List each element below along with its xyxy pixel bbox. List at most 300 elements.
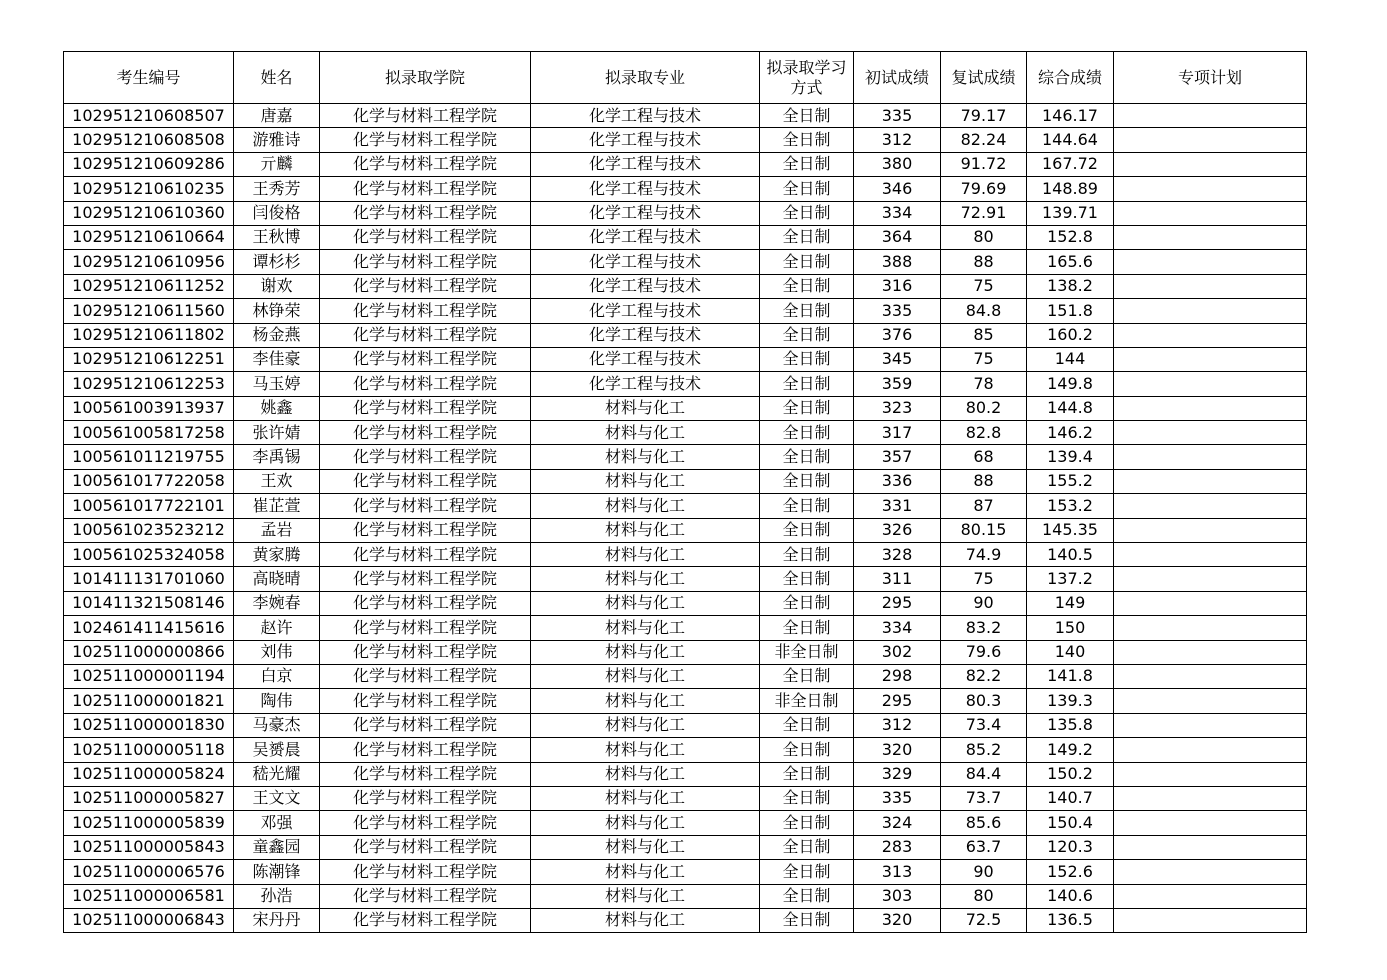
candidate-id-cell: 102511000001830 — [64, 713, 234, 737]
name-cell: 马玉婷 — [234, 372, 320, 396]
header-row — [64, 52, 1307, 104]
college-cell: 化学与材料工程学院 — [320, 396, 531, 420]
name-cell: 游雅诗 — [234, 128, 320, 152]
total-score-cell: 152.8 — [1027, 225, 1114, 249]
college-cell: 化学与材料工程学院 — [320, 128, 531, 152]
college-cell: 化学与材料工程学院 — [320, 323, 531, 347]
retest-score-cell: 84.4 — [941, 762, 1027, 786]
special-plan-cell — [1114, 664, 1307, 688]
study-mode-cell: 全日制 — [760, 396, 854, 420]
initial-score-cell: 331 — [854, 494, 941, 518]
name-cell: 李禹锡 — [234, 445, 320, 469]
total-score-cell: 150 — [1027, 616, 1114, 640]
study-mode-cell: 全日制 — [760, 128, 854, 152]
college-cell: 化学与材料工程学院 — [320, 250, 531, 274]
total-score-cell: 144.64 — [1027, 128, 1114, 152]
table-row — [64, 908, 1307, 932]
initial-score-cell: 376 — [854, 323, 941, 347]
name-cell: 崔芷萱 — [234, 494, 320, 518]
total-score-cell: 136.5 — [1027, 908, 1114, 932]
name-cell: 刘伟 — [234, 640, 320, 664]
candidate-id-cell: 102951210608508 — [64, 128, 234, 152]
retest-score-cell: 88 — [941, 250, 1027, 274]
table-row — [64, 128, 1307, 152]
retest-score-cell: 79.69 — [941, 177, 1027, 201]
major-cell: 化学工程与技术 — [531, 152, 760, 176]
name-cell: 姚鑫 — [234, 396, 320, 420]
name-cell: 邓强 — [234, 811, 320, 835]
header-college: 拟录取学院 — [320, 52, 531, 104]
total-score-cell: 135.8 — [1027, 713, 1114, 737]
initial-score-cell: 326 — [854, 518, 941, 542]
retest-score-cell: 80.3 — [941, 689, 1027, 713]
retest-score-cell: 84.8 — [941, 299, 1027, 323]
special-plan-cell — [1114, 299, 1307, 323]
special-plan-cell — [1114, 543, 1307, 567]
candidate-id-cell: 102511000005118 — [64, 738, 234, 762]
special-plan-cell — [1114, 372, 1307, 396]
study-mode-cell: 全日制 — [760, 786, 854, 810]
table-row — [64, 372, 1307, 396]
initial-score-cell: 295 — [854, 689, 941, 713]
special-plan-cell — [1114, 494, 1307, 518]
initial-score-cell: 380 — [854, 152, 941, 176]
initial-score-cell: 334 — [854, 616, 941, 640]
study-mode-cell: 全日制 — [760, 347, 854, 371]
special-plan-cell — [1114, 713, 1307, 737]
candidate-id-cell: 102511000005839 — [64, 811, 234, 835]
major-cell: 材料与化工 — [531, 762, 760, 786]
candidate-id-cell: 100561005817258 — [64, 421, 234, 445]
retest-score-cell: 80.2 — [941, 396, 1027, 420]
major-cell: 化学工程与技术 — [531, 250, 760, 274]
table-row — [64, 738, 1307, 762]
initial-score-cell: 324 — [854, 811, 941, 835]
college-cell: 化学与材料工程学院 — [320, 225, 531, 249]
table-row — [64, 616, 1307, 640]
candidate-id-cell: 100561017722101 — [64, 494, 234, 518]
candidate-id-cell: 102951210611802 — [64, 323, 234, 347]
major-cell: 化学工程与技术 — [531, 347, 760, 371]
name-cell: 唐嘉 — [234, 104, 320, 128]
college-cell: 化学与材料工程学院 — [320, 616, 531, 640]
retest-score-cell: 87 — [941, 494, 1027, 518]
college-cell: 化学与材料工程学院 — [320, 664, 531, 688]
table-row — [64, 104, 1307, 128]
header-major: 拟录取专业 — [531, 52, 760, 104]
major-cell: 化学工程与技术 — [531, 372, 760, 396]
retest-score-cell: 82.24 — [941, 128, 1027, 152]
table-row — [64, 811, 1307, 835]
college-cell: 化学与材料工程学院 — [320, 152, 531, 176]
candidate-id-cell: 102511000005843 — [64, 835, 234, 859]
special-plan-cell — [1114, 225, 1307, 249]
candidate-id-cell: 102951210610360 — [64, 201, 234, 225]
candidate-id-cell: 102951210608507 — [64, 104, 234, 128]
special-plan-cell — [1114, 396, 1307, 420]
major-cell: 材料与化工 — [531, 713, 760, 737]
candidate-id-cell: 102951210611560 — [64, 299, 234, 323]
candidate-id-cell: 102511000005827 — [64, 786, 234, 810]
major-cell: 材料与化工 — [531, 811, 760, 835]
header-total-score: 综合成绩 — [1027, 52, 1114, 104]
special-plan-cell — [1114, 689, 1307, 713]
major-cell: 材料与化工 — [531, 445, 760, 469]
table-row — [64, 347, 1307, 371]
total-score-cell: 151.8 — [1027, 299, 1114, 323]
college-cell: 化学与材料工程学院 — [320, 543, 531, 567]
total-score-cell: 144.8 — [1027, 396, 1114, 420]
study-mode-cell: 全日制 — [760, 811, 854, 835]
special-plan-cell — [1114, 201, 1307, 225]
major-cell: 材料与化工 — [531, 396, 760, 420]
initial-score-cell: 295 — [854, 591, 941, 615]
study-mode-cell: 全日制 — [760, 835, 854, 859]
college-cell: 化学与材料工程学院 — [320, 104, 531, 128]
initial-score-cell: 329 — [854, 762, 941, 786]
name-cell: 陶伟 — [234, 689, 320, 713]
name-cell: 王欢 — [234, 469, 320, 493]
retest-score-cell: 74.9 — [941, 543, 1027, 567]
study-mode-cell: 全日制 — [760, 372, 854, 396]
retest-score-cell: 90 — [941, 591, 1027, 615]
major-cell: 材料与化工 — [531, 616, 760, 640]
retest-score-cell: 82.2 — [941, 664, 1027, 688]
retest-score-cell: 80.15 — [941, 518, 1027, 542]
initial-score-cell: 357 — [854, 445, 941, 469]
study-mode-cell: 全日制 — [760, 274, 854, 298]
table-row — [64, 640, 1307, 664]
special-plan-cell — [1114, 860, 1307, 884]
initial-score-cell: 323 — [854, 396, 941, 420]
initial-score-cell: 335 — [854, 104, 941, 128]
college-cell: 化学与材料工程学院 — [320, 201, 531, 225]
initial-score-cell: 345 — [854, 347, 941, 371]
table-row — [64, 762, 1307, 786]
initial-score-cell: 335 — [854, 786, 941, 810]
study-mode-cell: 全日制 — [760, 445, 854, 469]
study-mode-cell: 全日制 — [760, 616, 854, 640]
candidate-id-cell: 102951210610956 — [64, 250, 234, 274]
header-special-plan: 专项计划 — [1114, 52, 1307, 104]
name-cell: 王秋博 — [234, 225, 320, 249]
total-score-cell: 148.89 — [1027, 177, 1114, 201]
candidate-id-cell: 100561023523212 — [64, 518, 234, 542]
college-cell: 化学与材料工程学院 — [320, 518, 531, 542]
special-plan-cell — [1114, 347, 1307, 371]
total-score-cell: 139.71 — [1027, 201, 1114, 225]
study-mode-cell: 全日制 — [760, 518, 854, 542]
total-score-cell: 150.4 — [1027, 811, 1114, 835]
header-study-mode: 拟录取学习方式 — [760, 52, 854, 104]
college-cell: 化学与材料工程学院 — [320, 811, 531, 835]
name-cell: 高晓晴 — [234, 567, 320, 591]
college-cell: 化学与材料工程学院 — [320, 299, 531, 323]
college-cell: 化学与材料工程学院 — [320, 860, 531, 884]
table-body — [64, 104, 1307, 933]
name-cell: 嵇光耀 — [234, 762, 320, 786]
table-row — [64, 860, 1307, 884]
special-plan-cell — [1114, 177, 1307, 201]
special-plan-cell — [1114, 835, 1307, 859]
retest-score-cell: 73.4 — [941, 713, 1027, 737]
total-score-cell: 146.17 — [1027, 104, 1114, 128]
candidate-id-cell: 102951210612251 — [64, 347, 234, 371]
candidate-id-cell: 102951210611252 — [64, 274, 234, 298]
initial-score-cell: 316 — [854, 274, 941, 298]
header-initial-score: 初试成绩 — [854, 52, 941, 104]
table-row — [64, 567, 1307, 591]
table-row — [64, 323, 1307, 347]
table-row — [64, 469, 1307, 493]
college-cell: 化学与材料工程学院 — [320, 908, 531, 932]
special-plan-cell — [1114, 786, 1307, 810]
table-row — [64, 250, 1307, 274]
table-row — [64, 518, 1307, 542]
candidate-id-cell: 100561003913937 — [64, 396, 234, 420]
candidate-id-cell: 100561025324058 — [64, 543, 234, 567]
total-score-cell: 140.5 — [1027, 543, 1114, 567]
college-cell: 化学与材料工程学院 — [320, 177, 531, 201]
special-plan-cell — [1114, 762, 1307, 786]
retest-score-cell: 75 — [941, 567, 1027, 591]
total-score-cell: 140 — [1027, 640, 1114, 664]
total-score-cell: 149 — [1027, 591, 1114, 615]
college-cell: 化学与材料工程学院 — [320, 762, 531, 786]
study-mode-cell: 全日制 — [760, 567, 854, 591]
special-plan-cell — [1114, 104, 1307, 128]
study-mode-cell: 全日制 — [760, 713, 854, 737]
name-cell: 孟岩 — [234, 518, 320, 542]
retest-score-cell: 72.91 — [941, 201, 1027, 225]
total-score-cell: 150.2 — [1027, 762, 1114, 786]
initial-score-cell: 364 — [854, 225, 941, 249]
name-cell: 谭杉杉 — [234, 250, 320, 274]
candidate-id-cell: 102511000006581 — [64, 884, 234, 908]
college-cell: 化学与材料工程学院 — [320, 445, 531, 469]
total-score-cell: 139.3 — [1027, 689, 1114, 713]
table-row — [64, 396, 1307, 420]
college-cell: 化学与材料工程学院 — [320, 274, 531, 298]
special-plan-cell — [1114, 616, 1307, 640]
table-row — [64, 177, 1307, 201]
header-candidate-id: 考生编号 — [64, 52, 234, 104]
special-plan-cell — [1114, 908, 1307, 932]
retest-score-cell: 85.6 — [941, 811, 1027, 835]
study-mode-cell: 全日制 — [760, 738, 854, 762]
college-cell: 化学与材料工程学院 — [320, 713, 531, 737]
initial-score-cell: 346 — [854, 177, 941, 201]
retest-score-cell: 80 — [941, 225, 1027, 249]
name-cell: 王文文 — [234, 786, 320, 810]
candidate-id-cell: 102951210610664 — [64, 225, 234, 249]
major-cell: 化学工程与技术 — [531, 323, 760, 347]
name-cell: 亓麟 — [234, 152, 320, 176]
retest-score-cell: 63.7 — [941, 835, 1027, 859]
initial-score-cell: 359 — [854, 372, 941, 396]
name-cell: 黄家腾 — [234, 543, 320, 567]
college-cell: 化学与材料工程学院 — [320, 469, 531, 493]
initial-score-cell: 302 — [854, 640, 941, 664]
candidate-id-cell: 102511000006843 — [64, 908, 234, 932]
name-cell: 李婉春 — [234, 591, 320, 615]
table-row — [64, 689, 1307, 713]
special-plan-cell — [1114, 152, 1307, 176]
candidate-id-cell: 102511000001194 — [64, 664, 234, 688]
college-cell: 化学与材料工程学院 — [320, 738, 531, 762]
study-mode-cell: 全日制 — [760, 762, 854, 786]
header-retest-score: 复试成绩 — [941, 52, 1027, 104]
study-mode-cell: 全日制 — [760, 177, 854, 201]
initial-score-cell: 311 — [854, 567, 941, 591]
name-cell: 孙浩 — [234, 884, 320, 908]
special-plan-cell — [1114, 421, 1307, 445]
special-plan-cell — [1114, 250, 1307, 274]
name-cell: 童鑫园 — [234, 835, 320, 859]
table-row — [64, 543, 1307, 567]
total-score-cell: 144 — [1027, 347, 1114, 371]
total-score-cell: 153.2 — [1027, 494, 1114, 518]
study-mode-cell: 全日制 — [760, 884, 854, 908]
major-cell: 材料与化工 — [531, 835, 760, 859]
initial-score-cell: 303 — [854, 884, 941, 908]
total-score-cell: 141.8 — [1027, 664, 1114, 688]
initial-score-cell: 283 — [854, 835, 941, 859]
candidate-id-cell: 101411321508146 — [64, 591, 234, 615]
total-score-cell: 140.6 — [1027, 884, 1114, 908]
major-cell: 材料与化工 — [531, 567, 760, 591]
retest-score-cell: 72.5 — [941, 908, 1027, 932]
major-cell: 材料与化工 — [531, 738, 760, 762]
name-cell: 赵许 — [234, 616, 320, 640]
candidate-id-cell: 100561017722058 — [64, 469, 234, 493]
study-mode-cell: 全日制 — [760, 664, 854, 688]
total-score-cell: 149.8 — [1027, 372, 1114, 396]
college-cell: 化学与材料工程学院 — [320, 372, 531, 396]
candidate-id-cell: 100561011219755 — [64, 445, 234, 469]
retest-score-cell: 75 — [941, 347, 1027, 371]
total-score-cell: 137.2 — [1027, 567, 1114, 591]
table-row — [64, 445, 1307, 469]
total-score-cell: 140.7 — [1027, 786, 1114, 810]
table-row — [64, 225, 1307, 249]
candidate-id-cell: 102511000000866 — [64, 640, 234, 664]
candidate-id-cell: 102511000006576 — [64, 860, 234, 884]
retest-score-cell: 91.72 — [941, 152, 1027, 176]
total-score-cell: 146.2 — [1027, 421, 1114, 445]
major-cell: 化学工程与技术 — [531, 274, 760, 298]
table-row — [64, 201, 1307, 225]
initial-score-cell: 320 — [854, 738, 941, 762]
college-cell: 化学与材料工程学院 — [320, 835, 531, 859]
retest-score-cell: 73.7 — [941, 786, 1027, 810]
initial-score-cell: 317 — [854, 421, 941, 445]
college-cell: 化学与材料工程学院 — [320, 786, 531, 810]
name-cell: 李佳豪 — [234, 347, 320, 371]
table-row — [64, 786, 1307, 810]
college-cell: 化学与材料工程学院 — [320, 884, 531, 908]
study-mode-cell: 全日制 — [760, 299, 854, 323]
name-cell: 吴赟晨 — [234, 738, 320, 762]
retest-score-cell: 78 — [941, 372, 1027, 396]
initial-score-cell: 313 — [854, 860, 941, 884]
table-row — [64, 835, 1307, 859]
study-mode-cell: 全日制 — [760, 323, 854, 347]
retest-score-cell: 79.6 — [941, 640, 1027, 664]
college-cell: 化学与材料工程学院 — [320, 421, 531, 445]
special-plan-cell — [1114, 274, 1307, 298]
initial-score-cell: 312 — [854, 128, 941, 152]
candidate-id-cell: 102511000001821 — [64, 689, 234, 713]
initial-score-cell: 312 — [854, 713, 941, 737]
major-cell: 材料与化工 — [531, 664, 760, 688]
major-cell: 化学工程与技术 — [531, 299, 760, 323]
initial-score-cell: 298 — [854, 664, 941, 688]
retest-score-cell: 80 — [941, 884, 1027, 908]
candidate-id-cell: 102511000005824 — [64, 762, 234, 786]
special-plan-cell — [1114, 591, 1307, 615]
retest-score-cell: 85 — [941, 323, 1027, 347]
study-mode-cell: 全日制 — [760, 250, 854, 274]
initial-score-cell: 334 — [854, 201, 941, 225]
total-score-cell: 167.72 — [1027, 152, 1114, 176]
name-cell: 马豪杰 — [234, 713, 320, 737]
total-score-cell: 160.2 — [1027, 323, 1114, 347]
name-cell: 谢欢 — [234, 274, 320, 298]
candidate-id-cell: 102951210609286 — [64, 152, 234, 176]
name-cell: 王秀芳 — [234, 177, 320, 201]
major-cell: 化学工程与技术 — [531, 104, 760, 128]
study-mode-cell: 全日制 — [760, 860, 854, 884]
table-row — [64, 713, 1307, 737]
major-cell: 化学工程与技术 — [531, 201, 760, 225]
study-mode-cell: 全日制 — [760, 225, 854, 249]
table-row — [64, 152, 1307, 176]
study-mode-cell: 全日制 — [760, 421, 854, 445]
total-score-cell: 152.6 — [1027, 860, 1114, 884]
study-mode-cell: 全日制 — [760, 494, 854, 518]
special-plan-cell — [1114, 811, 1307, 835]
initial-score-cell: 328 — [854, 543, 941, 567]
special-plan-cell — [1114, 567, 1307, 591]
special-plan-cell — [1114, 323, 1307, 347]
name-cell: 闫俊格 — [234, 201, 320, 225]
college-cell: 化学与材料工程学院 — [320, 689, 531, 713]
study-mode-cell: 全日制 — [760, 469, 854, 493]
name-cell: 林铮荣 — [234, 299, 320, 323]
special-plan-cell — [1114, 469, 1307, 493]
study-mode-cell: 全日制 — [760, 591, 854, 615]
candidate-id-cell: 102951210610235 — [64, 177, 234, 201]
header-name: 姓名 — [234, 52, 320, 104]
table-row — [64, 421, 1307, 445]
table-row — [64, 884, 1307, 908]
total-score-cell: 145.35 — [1027, 518, 1114, 542]
name-cell: 陈潮锋 — [234, 860, 320, 884]
special-plan-cell — [1114, 738, 1307, 762]
major-cell: 材料与化工 — [531, 640, 760, 664]
major-cell: 化学工程与技术 — [531, 177, 760, 201]
special-plan-cell — [1114, 445, 1307, 469]
major-cell: 材料与化工 — [531, 591, 760, 615]
major-cell: 材料与化工 — [531, 884, 760, 908]
candidate-id-cell: 102461411415616 — [64, 616, 234, 640]
college-cell: 化学与材料工程学院 — [320, 640, 531, 664]
candidate-id-cell: 102951210612253 — [64, 372, 234, 396]
special-plan-cell — [1114, 640, 1307, 664]
total-score-cell: 139.4 — [1027, 445, 1114, 469]
admission-table — [63, 51, 1307, 933]
